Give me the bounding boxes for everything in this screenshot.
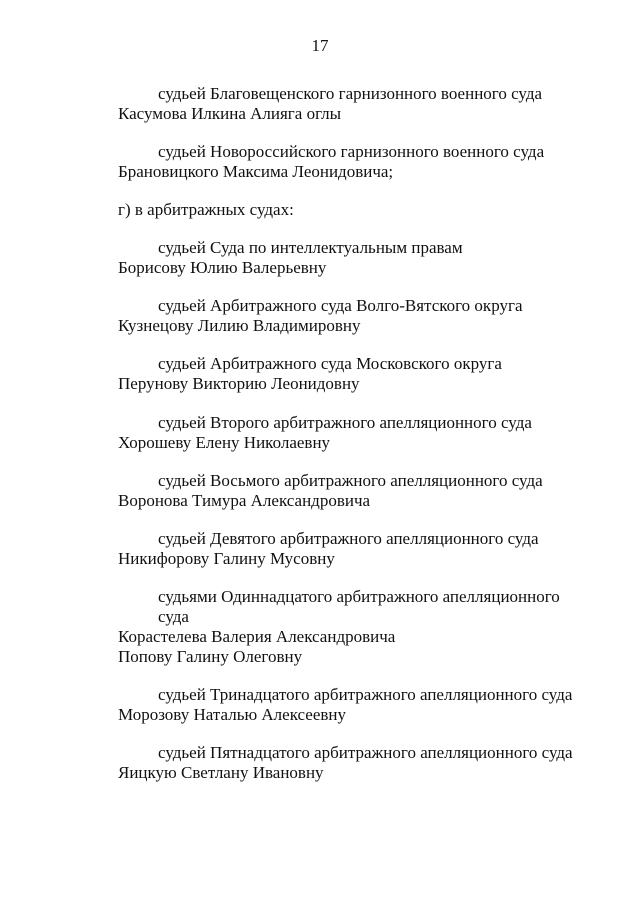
section-heading: г) в арбитражных судах: [118,200,294,219]
appointment-position-line: суда [158,607,189,626]
appointee-name-line: Никифорову Галину Мусовну [118,549,335,568]
appointment-position-line: судьей Пятнадцатого арбитражного апелляционного суда [158,743,573,762]
appointee-name-line: Воронова Тимура Александровича [118,491,371,510]
appointee-name-line: Кузнецову Лилию Владимировну [118,316,361,335]
page-number: 17 [311,36,329,55]
appointee-name-line: Борисову Юлию Валерьевну [118,258,327,277]
appointment-position-line: судьей Арбитражного суда Московского округа [158,354,502,373]
appointee-name-line: Яицкую Светлану Ивановну [118,763,324,782]
appointee-name-line: Корастелева Валерия Александровича [118,627,396,646]
appointment-position-line: судьей Благовещенского гарнизонного военного суда [158,84,543,103]
appointee-name-line: Хорошеву Елену Николаевну [118,433,331,452]
appointee-name-line: Брановицкого Максима Леонидовича; [118,162,394,181]
appointment-position-line: судьей Тринадцатого арбитражного апелляционного суда [158,685,573,704]
appointment-position-line: судьей Второго арбитражного апелляционного суда [158,413,532,432]
appointee-name-line: Касумова Илкина Алияга оглы [118,104,342,123]
appointee-name-line: Попову Галину Олеговну [118,647,303,666]
appointment-position-line: судьей Арбитражного суда Волго-Вятского округа [158,296,523,315]
appointment-position-line: судьей Девятого арбитражного апелляционного суда [158,529,539,548]
appointee-name-line: Морозову Наталью Алексеевну [118,705,347,724]
appointment-position-line: судьями Одиннадцатого арбитражного апелляционного [158,587,560,606]
appointee-name-line: Перунову Викторию Леонидовну [118,374,360,393]
appointment-position-line: судьей Новороссийского гарнизонного военного суда [158,142,545,161]
appointment-position-line: судьей Восьмого арбитражного апелляционного суда [158,471,543,490]
appointment-position-line: судьей Суда по интеллектуальным правам [158,238,463,257]
